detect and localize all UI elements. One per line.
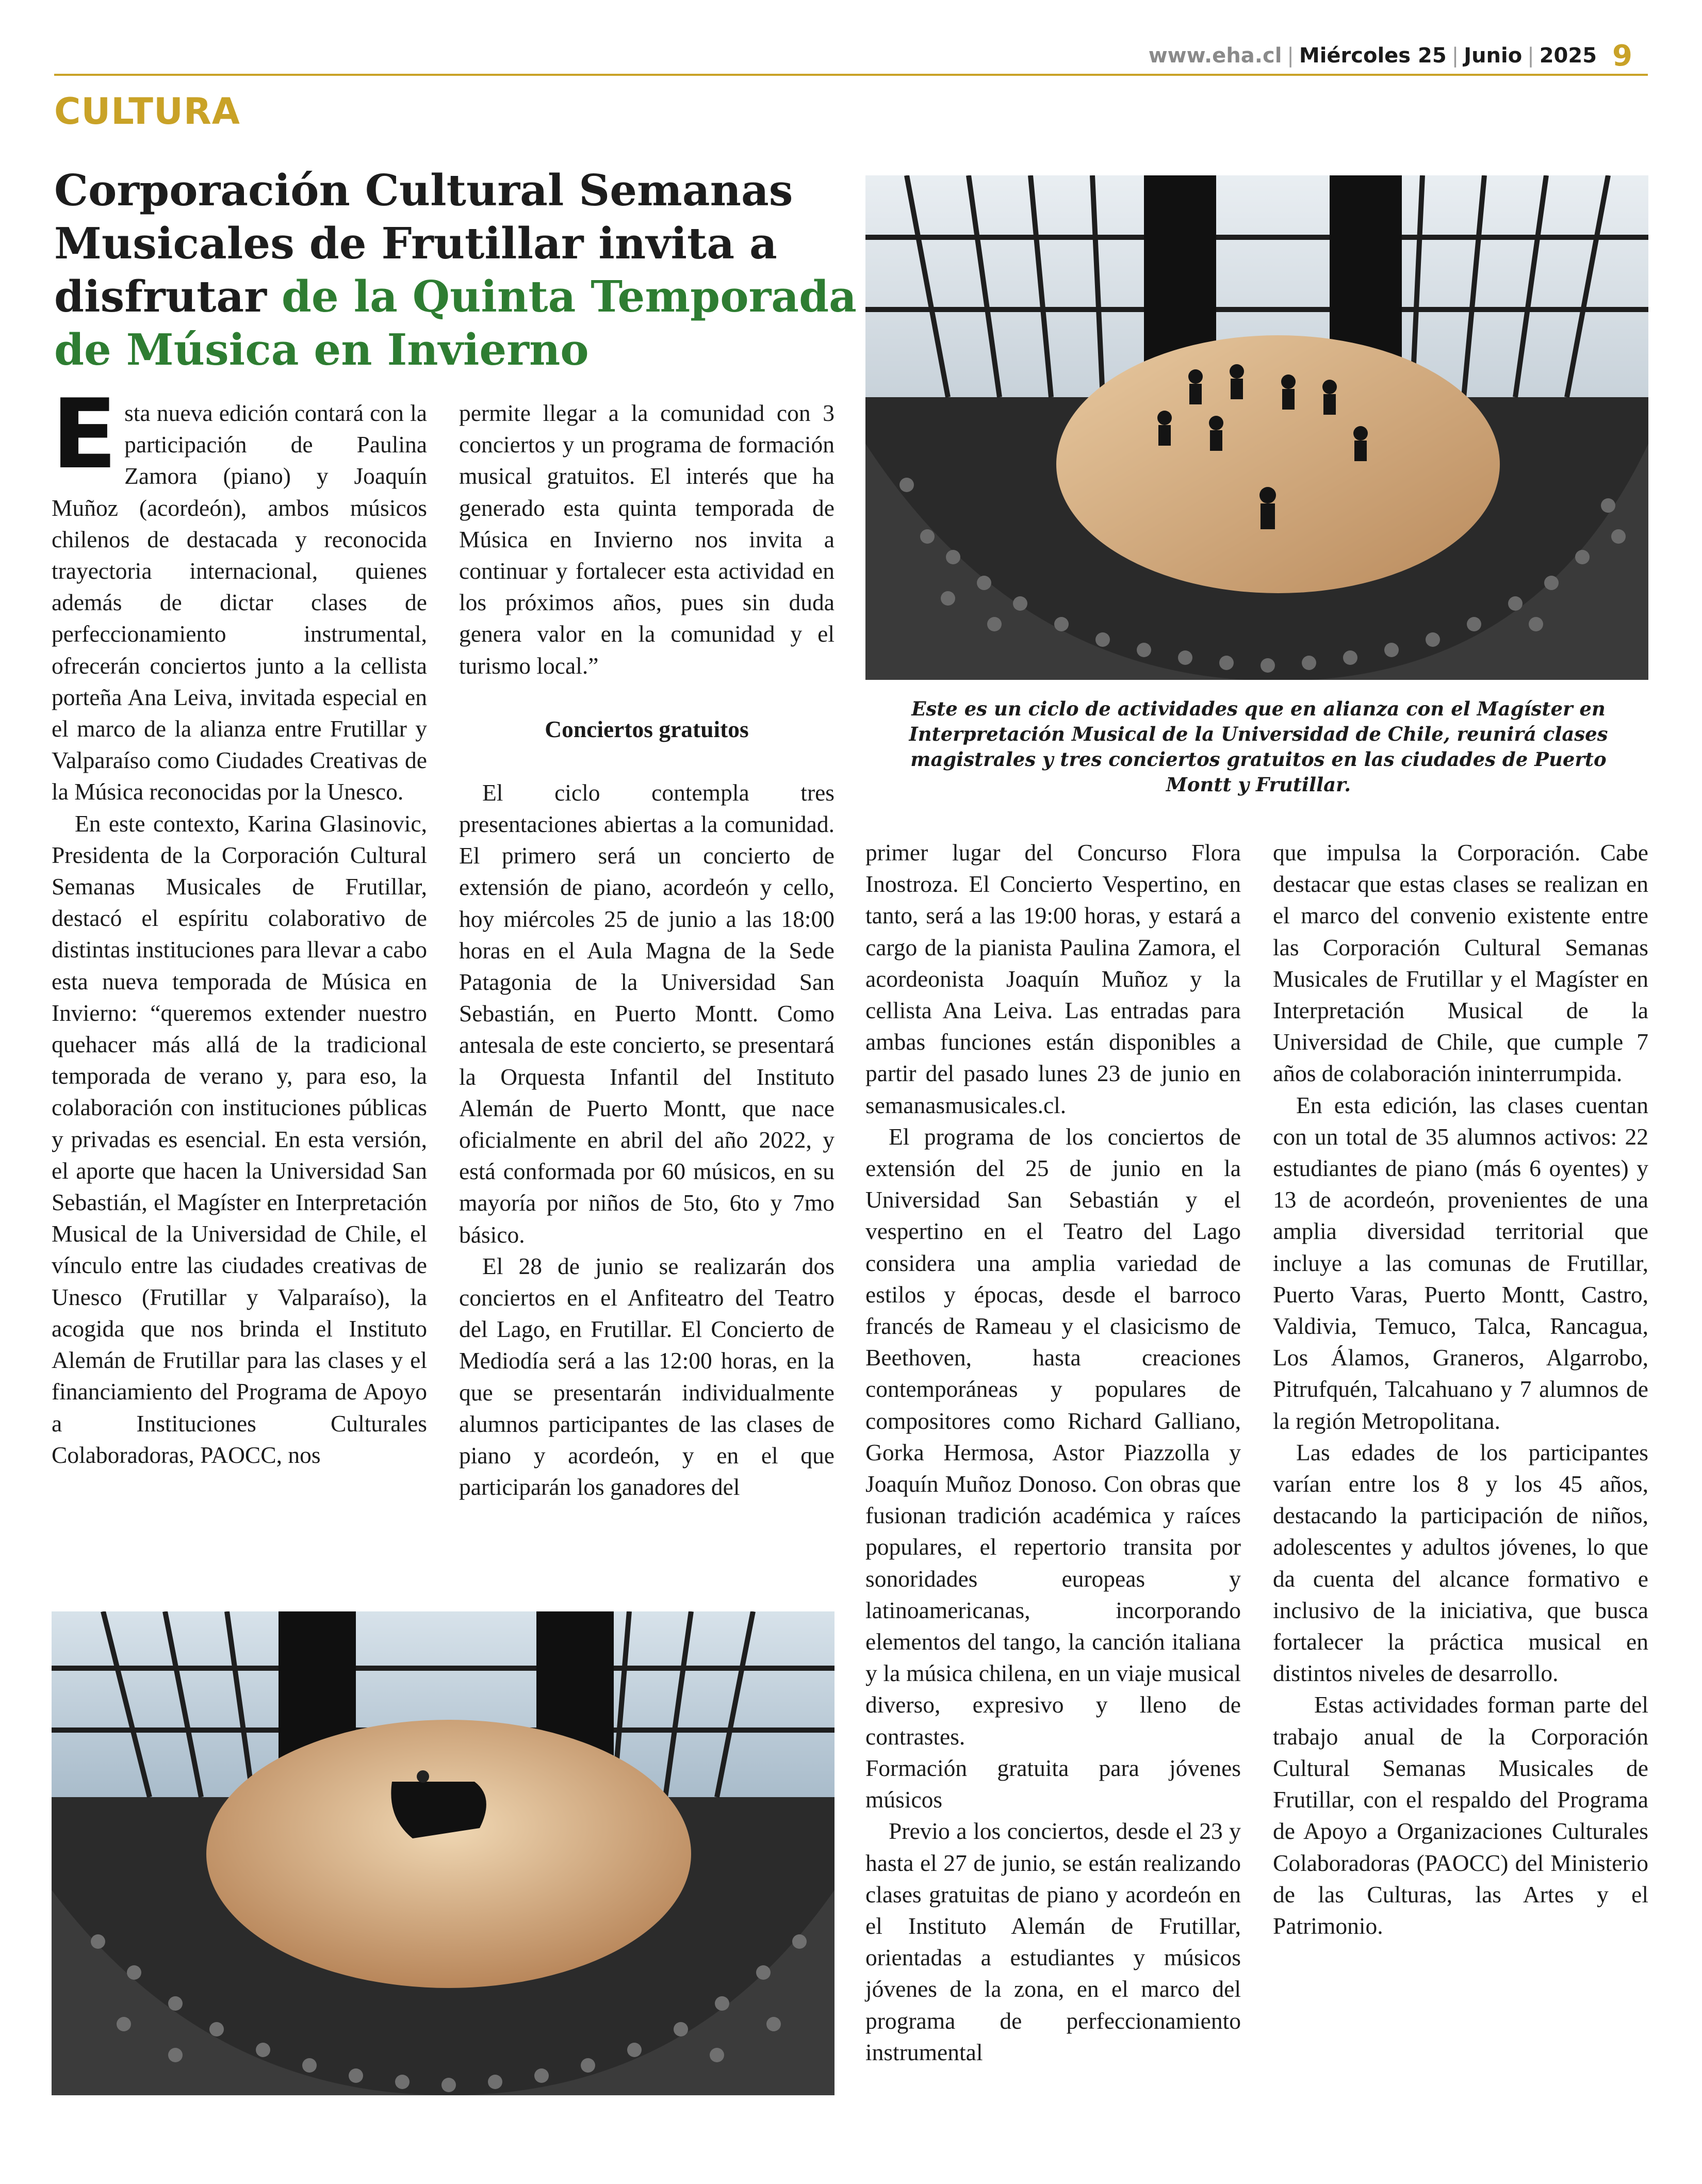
paragraph: Previo a los conciertos, desde el 23 y hasta el 27 de junio, se están realizando clases gratuitas de piano y acordeón en el Instituto Alemán de Frutillar, orientadas a estudiantes y músicos jóvenes de la zona, en el marco del programa de perfeccionamiento instrumental [865,1818,1241,2065]
separator: | [1287,44,1294,68]
article-column-2 [459,397,834,1503]
paragraph: que impulsa la Corporación. Cabe destacar que estas clases se realizan en el marco del convenio existente entre las Corporación Cultural Semanas Musicales de Frutillar y el Magíster en Interpretación Musical de la Universidad de Chile, que cumple 7 años de colaboración ininterrumpida. [1273,839,1648,1087]
photo-piano-recital [52,1611,834,2095]
paragraph: Las edades de los participantes varían entre los 8 y los 45 años, destacando la participación de niños, adolescentes y adultos jóvenes, lo que da cuenta del alcance formativo e inclusivo de la iniciativa, que busca fortalecer la práctica musical en distintos niveles de desarrollo. [1273,1439,1648,1687]
photo-chamber-ensemble [865,175,1648,680]
article-column-4 [1273,837,1648,1942]
section-label: CULTURA [54,90,240,133]
paragraph: Estas actividades forman parte del trabajo anual de la Corporación Cultural Semanas Musicales de Frutillar, con el respaldo del Programa de Apoyo a Organizaciones Culturales Colaboradoras (PAOCC) del Ministerio de las Culturas, las Artes y el Patrimonio. [1273,1691,1648,1939]
paragraph: permite llegar a la comunidad con 3 conciertos y un programa de formación musical gratuitos. El interés que ha generado esta quinta temporada de Música en Invierno nos invita a continuar y fortalecer esta actividad en los próximos años, pues sin duda genera valor en la comunidad y el turismo local.” [459,400,834,679]
paragraph: En este contexto, Karina Glasinovic, Presidenta de la Corporación Cultural Semanas Musicales de Frutillar, destacó el espíritu colaborativo de distintas instituciones para llevar a cabo esta nueva temporada de Música en Invierno: “queremos extender nuestro quehacer más allá de la tradicional temporada de verano y, para eso, la colaboración con instituciones públicas y privadas es esencial. En esta versión, el aporte que hacen la Universidad San Sebastián, el Magíster en Interpretación Musical de la Universidad de Chile, el vínculo entre las ciudades creativas de Unesco (Frutillar y Valparaíso), la acogida que nos brinda el Instituto Alemán de Frutillar para las clases y el financiamiento del Programa de Apoyo a Instituciones Culturales Colaboradoras, PAOCC, nos [52,810,427,1468]
paragraph: El programa de los conciertos de extensión del 25 de junio en la Universidad San Sebastián y el vespertino en el Teatro del Lago considera una amplia variedad de estilos y épocas, desde el barroco francés de Rameau y el clasicismo de Beethoven, hasta creaciones contemporáneas y populares de compositores como Richard Galliano, Gorka Hermosa, Astor Piazzolla y Joaquín Muñoz Donoso. Con obras que fusionan tradición académica y raíces populares, el repertorio transita por sonoridades europeas y latinoamericanas, incorporando elementos del tango, la canción italiana y la música chilena, en un viaje musical diverso, expresivo y lleno de contrastes. [865,1123,1241,1750]
paragraph: En esta edición, las clases cuentan con un total de 35 alumnos activos: 22 estudiantes de piano (más 6 oyentes) y 13 de acordeón, provenientes de una amplia diversidad territorial que incluye a las comunas de Frutillar, Puerto Varas, Puerto Montt, Castro, Valdivia, Temuco, Talca, Rancagua, Los Álamos, Graneros, Algarrobo, Pitrufquén, Talcahuano y 7 alumnos de la región Metropolitana. [1273,1091,1648,1434]
page-number: 9 [1612,39,1632,73]
article-column-3 [865,837,1241,2068]
subheading: Conciertos gratuitos [545,715,749,742]
headline-part-1: Corporación Cultural Semanas Musicales de Frutillar invita a disfrutar [54,165,793,322]
paragraph [52,378,427,808]
drop-cap: E [52,378,118,490]
separator: | [1451,44,1459,68]
headline-part-2: de la Quinta Temporada de Música en Invierno [54,271,857,375]
photo-caption: Este es un ciclo de actividades que en alianza con el Magíster en Interpretación Musical de la Universidad de Chile, reunirá clases magistrales y tres conciertos gratuitos en las ciudades de Puerto Montt y Frutillar. [909,697,1608,796]
separator: | [1527,44,1534,68]
issue-month: Junio [1464,44,1523,68]
article-column-1 [52,378,427,1471]
paragraph-text: sta nueva edición contará con la participación de Paulina Zamora (piano) y Joaquín Muñoz (acordeón), ambos músicos chilenos de destacada y reconocida trayectoria internacional, quienes además de dictar clases de perfeccionamiento instrumental, ofrecerán conciertos junto a la cellista porteña Ana Leiva, invitada especial en el marco de la alianza entre Frutillar y Valparaíso como Ciudades Creativas de la Música reconocidas por la Unesco. [52,400,427,805]
subheading-inline: Formación gratuita para jóvenes músicos [865,1754,1241,1813]
issue-year: 2025 [1539,44,1597,68]
header-rule [54,74,1648,76]
website-url[interactable]: www.eha.cl [1148,44,1282,68]
paragraph: El ciclo contempla tres presentaciones abiertas a la comunidad. El primero será un concierto de extensión de piano, acordeón y cello, hoy miércoles 25 de junio a las 18:00 horas en el Aula Magna de la Sede Patagonia de la Universidad San Sebastián, en Puerto Montt. Como antesala de este concierto, se presentará la Orquesta Infantil del Instituto Alemán de Puerto Montt, que nace oficialmente en abril del año 2022, y está conformada por 60 músicos, en su mayoría por niños de 5to, 6to y 7mo básico. [459,779,834,1248]
paragraph: El 28 de junio se realizarán dos conciertos en el Anfiteatro del Teatro del Lago, en Frutillar. El Concierto de Mediodía será a las 12:00 horas, en la que se presentarán individualmente alumnos participantes de las clases de piano y acordeón, y en el que participarán los ganadores del [459,1252,834,1501]
article-headline [54,164,859,377]
issue-info [1149,40,1632,71]
issue-date: Miércoles 25 [1299,44,1447,68]
paragraph: primer lugar del Concurso Flora Inostroza. El Concierto Vespertino, en tanto, será a las 19:00 horas, y estará a cargo de la pianista Paulina Zamora, el acordeonista Joaquín Muñoz y la cellista Ana Leiva. Las entradas para ambas funciones están disponibles a partir del pasado lunes 23 de junio en semanasmusicales.cl. [865,839,1241,1118]
